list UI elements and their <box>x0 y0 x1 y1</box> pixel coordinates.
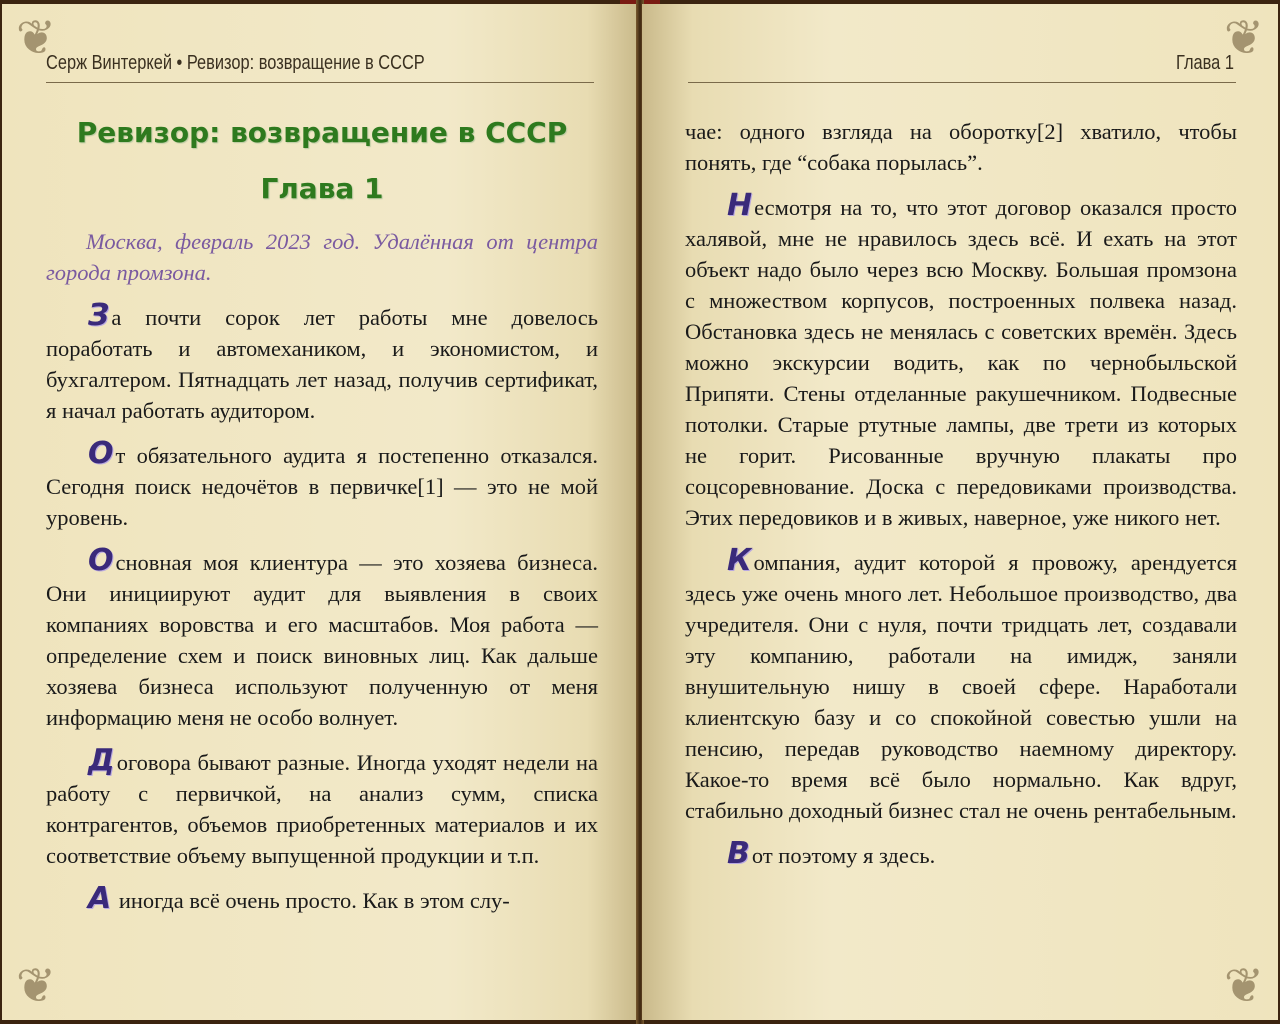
paragraph-text: оговора бывают разные. Иногда уходят недели на работу с первичкой, на анализ сумм, списка контрагентов, объемов приобретенных материалов и их соответствие объему выпущенной продукции и т.п. <box>46 750 598 868</box>
drop-cap: Н <box>727 188 753 223</box>
chapter-title: Глава 1 <box>260 172 384 205</box>
right-page <box>642 4 1278 1020</box>
paragraph <box>685 838 1237 871</box>
paragraph-text: от поэтому я здесь. <box>751 843 936 868</box>
drop-cap: О <box>88 436 114 471</box>
scene-subtitle: Москва, февраль 2023 год. Удалённая от центра города промзона. <box>46 229 598 285</box>
paragraph-text: а почти сорок лет работы мне довелось поработать и автомехаником, и экономистом, и бухгалтером. Пятнадцать лет назад, получив сертификат, я начал работать аудитором. <box>46 305 598 423</box>
drop-cap: З <box>88 298 110 333</box>
drop-cap: В <box>727 836 750 871</box>
running-header-right: Глава 1 <box>1176 52 1234 74</box>
paragraph <box>46 745 598 871</box>
paragraph-text: иногда всё очень просто. Как в этом слу- <box>113 888 510 913</box>
paragraph-text: сновная моя клиентура — это хозяева бизнеса. Они инициируют аудит для выявления в своих компаниях воровства и его масштабов. Моя работа — определение схем и поиск виновных лиц. Как дальше хозяева бизнеса используют полученную от меня информацию меня не особо волнует. <box>46 550 598 730</box>
drop-cap: А <box>88 881 112 916</box>
left-page <box>2 4 638 1020</box>
paragraph <box>46 883 598 916</box>
paragraph <box>46 438 598 533</box>
left-page-text <box>46 226 598 928</box>
drop-cap: Д <box>88 743 115 778</box>
book-title: Ревизор: возвращение в СССР <box>76 116 568 149</box>
drop-cap: О <box>88 543 114 578</box>
right-page-text <box>685 116 1237 883</box>
paragraph-text: омпания, аудит которой я провожу, арендуется здесь уже очень много лет. Небольшое производство, два учредителя. Они с нуля, почти тридцать лет, создавали эту компанию, работали на имидж, заняли внушительную нишу в своей сфере. Наработали клиентскую базу и со спокойной совестью ушли на пенсию, передав руководство наемному директору. Какое-то время всё было нормально. Как вдруг, стабильно доходный бизнес стал не очень рентабельным. <box>685 550 1237 823</box>
paragraph <box>46 545 598 733</box>
paragraph-text: есмотря на то, что этот договор оказался просто халявой, мне не нравилось здесь всё. И ехать на этот объект надо было через всю Москву. Большая промзона с множеством корпусов, построенных полвека назад. Обстановка здесь не менялась с советских времён. Здесь можно экскурсии водить, как по чернобыльской Припяти. Стены отделанные ракушечником. Подвесные потолки. Старые ртутные лампы, две трети из которых не горит. Рисованные вручную плакаты про соцсоревнование. Доска с передовиками производства. Этих передовиков и в живых, наверное, уже никого нет. <box>685 195 1237 530</box>
header-divider <box>46 82 594 83</box>
drop-cap: К <box>727 543 752 578</box>
ornament-corner-icon: ❦ <box>15 10 57 66</box>
ornament-corner-icon: ❦ <box>15 958 57 1014</box>
paragraph-continuation: чае: одного взгляда на оборотку[2] хватило, чтобы понять, где “собака порылась”. <box>685 119 1237 175</box>
paragraph <box>685 190 1237 533</box>
paragraph-text: т обязательного аудита я постепенно отказался. Сегодня поиск недочётов в первичке[1] — это не мой уровень. <box>46 443 598 530</box>
ornament-corner-icon: ❦ <box>1223 958 1265 1014</box>
paragraph <box>685 545 1237 826</box>
ornament-corner-icon: ❦ <box>1223 10 1265 66</box>
running-header-left: Серж Винтеркей • Ревизор: возвращение в СССР <box>46 52 425 74</box>
header-divider <box>688 82 1236 83</box>
paragraph <box>46 300 598 426</box>
